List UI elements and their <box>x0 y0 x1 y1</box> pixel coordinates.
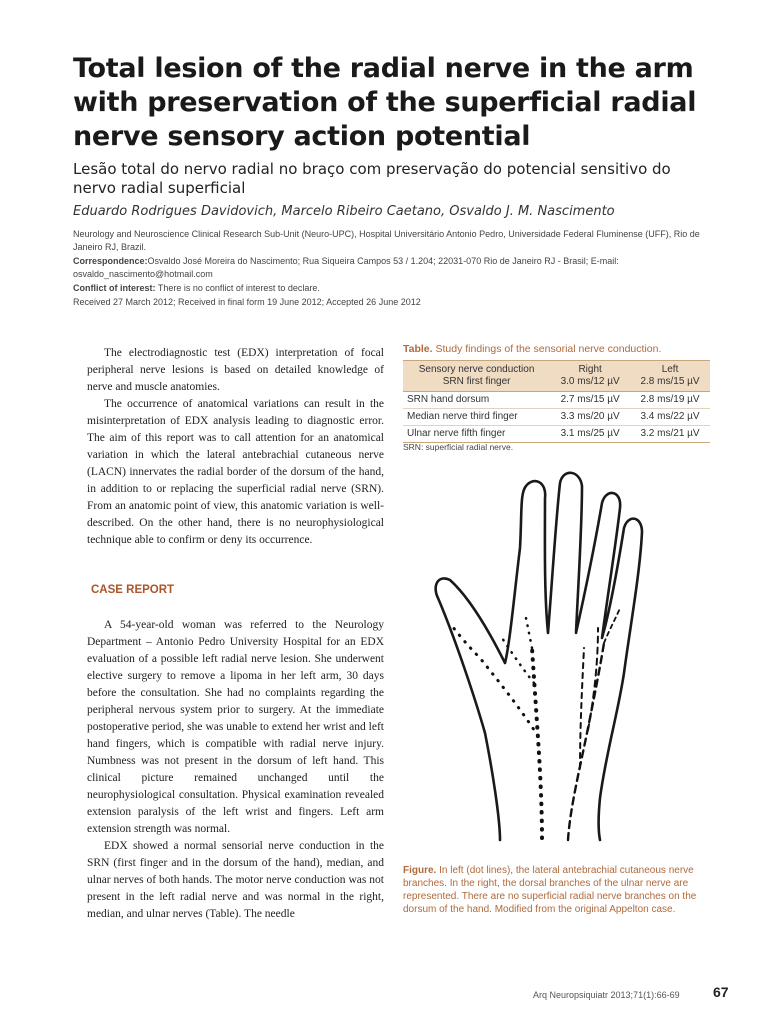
table-cell-nerve: SRN hand dorsum <box>403 392 550 409</box>
page-number: 67 <box>713 984 729 1000</box>
figure-caption-text: In left (dot lines), the lateral antebrachial cutaneous nerve branches. In the right, the dorsal branches of the ulnar nerve are represented. There are no superficial radial nerve branches on the dorsum of the hand. Modified from the original Appelton case. <box>403 865 697 915</box>
table-header-left <box>630 361 710 392</box>
correspondence-label: Correspondence: <box>73 256 148 266</box>
body-column <box>87 345 384 923</box>
study-findings-table <box>403 360 710 443</box>
table-cell-left: 3.4 ms/22 µV <box>630 409 710 426</box>
table-header-row <box>403 361 710 392</box>
table-cell-right: 3.1 ms/25 µV <box>550 426 630 443</box>
paragraph-intro: The electrodiagnostic test (EDX) interpretation of focal peripheral nerve lesions is based on detailed knowledge of nerve and muscle anatomies. <box>87 347 384 393</box>
header-col1-line1: Sensory nerve conduction <box>418 364 535 375</box>
table-cell-left: 3.2 ms/21 µV <box>630 426 710 443</box>
table-header-right <box>550 361 630 392</box>
paragraph-case: A 54-year-old woman was referred to the Neurology Department – Antonio Pedro University Hospital for an EDX evaluation of a possible left radial nerve lesion. She underwent elective surgery to remove a lipoma in her left arm, 30 days before the consultation. She had no complaints regarding the peripheral nervous system prior to surgery. At the immediate postoperative period, she was unable to extend her wrist and left hand fingers, which is compatible with radial nerve injury. Numbness was not present in the dorsum of left hand. This clinical picture remained unchanged until the neurophysiological consultation. Physical examination revealed extension paralysis of the left wrist and fingers. Left arm extension strength was normal. <box>87 619 384 835</box>
header-col2-line1: Right <box>578 364 602 375</box>
header-col3-line2: 2.8 ms/15 µV <box>640 376 700 387</box>
table-header-nerve <box>403 361 550 392</box>
table-cell-nerve: Median nerve third finger <box>403 409 550 426</box>
hand-outline <box>436 473 642 840</box>
header-col3-line1: Left <box>661 364 679 375</box>
article-subtitle: Lesão total do nervo radial no braço com preservação do potencial sensitivo do nervo radial superficial <box>73 160 671 197</box>
table-caption <box>403 343 723 355</box>
header-col2-line2: 3.0 ms/12 µV <box>560 376 620 387</box>
author-list: Eduardo Rodrigues Davidovich, Marcelo Ribeiro Caetano, Osvaldo J. M. Nascimento <box>73 204 615 219</box>
article-metadata <box>73 228 713 310</box>
lacn-index-branch <box>526 618 532 648</box>
table-cell-right: 2.7 ms/15 µV <box>550 392 630 409</box>
journal-citation: Arq Neuropsiquiatr 2013;71(1):66-69 <box>533 990 680 1000</box>
hand-figure <box>430 468 690 848</box>
figure-caption-label: Figure. <box>403 865 437 876</box>
table-caption-text: Study findings of the sensorial nerve conduction. <box>435 343 662 355</box>
table-caption-label: Table. <box>403 343 433 355</box>
conflict-label: Conflict of interest: <box>73 283 156 293</box>
section-heading-case-report: CASE REPORT <box>91 584 175 596</box>
received-dates: Received 27 March 2012; Received in final form 19 June 2012; Accepted 26 June 2012 <box>73 297 421 307</box>
affiliation: Neurology and Neuroscience Clinical Research Sub-Unit (Neuro-UPC), Hospital Universitário Antonio Pedro, Universidade Federal Fluminense (UFF), Rio de Janeiro RJ, Brazil. <box>73 229 700 252</box>
conflict-of-interest <box>73 282 713 295</box>
figure-caption <box>403 864 703 916</box>
table-footnote: SRN: superficial radial nerve. <box>403 442 514 452</box>
correspondence-text: Osvaldo José Moreira do Nascimento; Rua Siqueira Campos 53 / 1.204; 22031-070 Rio de Janeiro RJ - Brasil; E-mail: osvaldo_nascimento@hotmail.com <box>73 256 619 279</box>
table-cell-nerve: Ulnar nerve fifth finger <box>403 426 550 443</box>
paragraph-aim: The occurrence of anatomical variations can result in the misinterpretation of EDX analysis leading to diagnostic error. The aim of this report was to call attention for an anatomical variation in which the lateral antebrachial cutaneous nerve (LACN) innervates the radial border of the dorsum of the hand, in addition to or replacing the superficial radial nerve (SRN). From an anatomic point of view, this anatomic variation is well-described. On the other hand, there is no neurophysiological technique able to confirm or deny its occurrence. <box>87 398 384 546</box>
header-col1-line2: SRN first finger <box>442 376 511 387</box>
table-cell-right: 3.3 ms/20 µV <box>550 409 630 426</box>
correspondence <box>73 255 713 281</box>
article-title: Total lesion of the radial nerve in the arm with preservation of the superficial radial nerve sensory action potential <box>73 53 697 152</box>
table-cell-left: 2.8 ms/19 µV <box>630 392 710 409</box>
lacn-main-branch <box>532 648 542 838</box>
table-row <box>403 392 710 409</box>
conflict-text: There is no conflict of interest to declare. <box>157 283 320 293</box>
table-row <box>403 409 710 426</box>
paragraph-edx: EDX showed a normal sensorial nerve conduction in the SRN (first finger and in the dorsum of the hand), median, and ulnar nerves of both hands. The motor nerve conduction was not present in the left radial nerve and was normal in the right, median, and ulnar nerves (Table). The needle <box>87 840 384 920</box>
hand-drawing <box>430 468 690 848</box>
table-row <box>403 426 710 443</box>
